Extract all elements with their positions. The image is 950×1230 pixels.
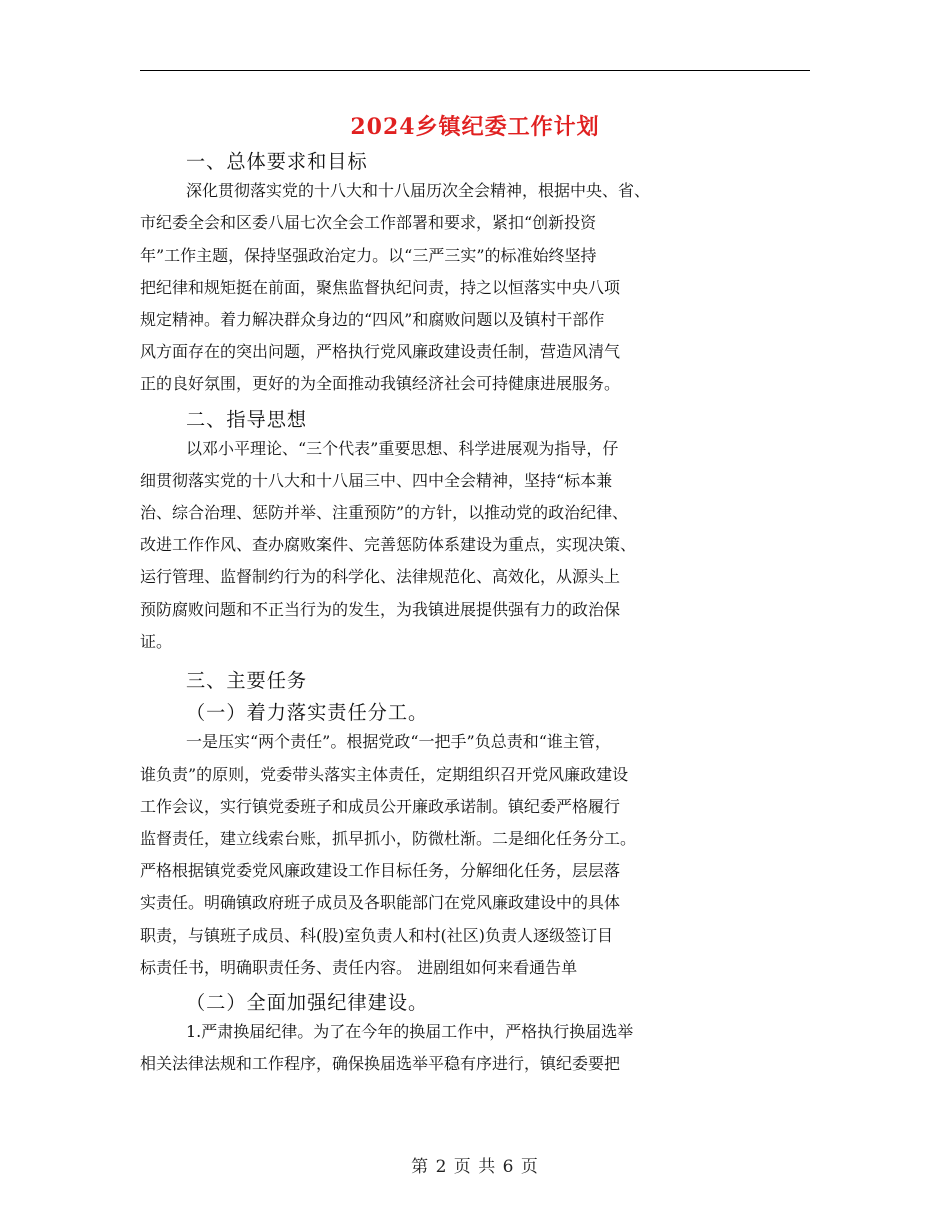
- paragraph-line: 标责任书，明确职责任务、责任内容。 进剧组如何来看通告单: [140, 957, 578, 977]
- subsection-heading-2: （二）全面加强纪律建设。: [186, 990, 429, 1014]
- paragraph-line: 工作会议，实行镇党委班子和成员公开廉政承诺制。镇纪委严格履行: [140, 796, 621, 816]
- paragraph-line: 改进工作作风、查办腐败案件、完善惩防体系建设为重点，实现决策、: [140, 535, 637, 555]
- subsection-heading-1: （一）着力落实责任分工。: [186, 701, 429, 725]
- section-2-paragraph: [140, 436, 812, 661]
- section-heading-1: 一、总体要求和目标: [186, 150, 368, 173]
- paragraph-line: 正的良好氛围，更好的为全面推动我镇经济社会可持健康进展服务。: [140, 374, 621, 394]
- paragraph-line: 预防腐败问题和不正当行为的发生，为我镇进展提供强有力的政治保: [140, 599, 621, 619]
- document-body: [140, 146, 812, 1084]
- header-rule: [140, 70, 810, 71]
- paragraph-line: 细贯彻落实党的十八大和十八届三中、四中全会精神，坚持“标本兼: [140, 470, 613, 490]
- section-3-paragraph-1: [140, 729, 812, 987]
- paragraph-line: 实责任。明确镇政府班子成员及各职能部门在党风廉政建设中的具体: [140, 893, 621, 913]
- paragraph-line: 市纪委全会和区委八届七次全会工作部署和要求，紧扣“创新投资: [140, 213, 597, 233]
- paragraph-line: 风方面存在的突出问题，严格执行党风廉政建设责任制，营造风清气: [140, 342, 621, 362]
- page-number-footer: 第 2 页 共 6 页: [411, 1157, 539, 1177]
- paragraph-line: 治、综合治理、惩防并举、注重预防”的方针，以推动党的政治纪律、: [140, 503, 629, 523]
- section-3-paragraph-2: [140, 1019, 812, 1083]
- paragraph-line: 相关法律法规和工作程序，确保换届选举平稳有序进行，镇纪委要把: [140, 1054, 621, 1074]
- paragraph-line: 谁负责”的原则，党委带头落实主体责任，定期组织召开党风廉政建设: [140, 764, 629, 784]
- paragraph-line: 以邓小平理论、“三个代表”重要思想、科学进展观为指导，仔: [186, 438, 619, 458]
- section-heading-3: 三、主要任务: [186, 669, 308, 693]
- paragraph-line: 监督责任，建立线索台账，抓早抓小，防微杜渐。二是细化任务分工。: [140, 829, 637, 848]
- paragraph-line: 1.严肃换届纪律。为了在今年的换届工作中，严格执行换届选举: [186, 1022, 634, 1042]
- section-heading-2: 二、指导思想: [186, 407, 308, 431]
- paragraph-line: 一是压实“两个责任”。根据党政“一把手”负总责和“谁主管，: [186, 732, 611, 752]
- paragraph-line: 规定精神。着力解决群众身边的“四风”和腐败问题以及镇村干部作: [140, 309, 605, 329]
- paragraph-line: 证。: [140, 631, 173, 651]
- paragraph-line: 把纪律和规矩挺在前面，聚焦监督执纪问责，持之以恒落实中央八项: [140, 277, 621, 297]
- paragraph-line: 年”工作主题，保持坚强政治定力。以“三严三实”的标准始终坚持: [140, 245, 597, 265]
- section-1-paragraph: [140, 178, 812, 403]
- paragraph-line: 深化贯彻落实党的十八大和十八届历次全会精神，根据中央、省、: [186, 181, 651, 201]
- paragraph-line: 运行管理、监督制约行为的科学化、法律规范化、高效化，从源头上: [140, 567, 621, 587]
- paragraph-line: 职责，与镇班子成员、科(股)室负责人和村(社区)负责人逐级签订目: [140, 925, 613, 945]
- paragraph-line: 严格根据镇党委党风廉政建设工作目标任务，分解细化任务，层层落: [140, 861, 621, 881]
- document-title: 2024乡镇纪委工作计划: [350, 114, 600, 140]
